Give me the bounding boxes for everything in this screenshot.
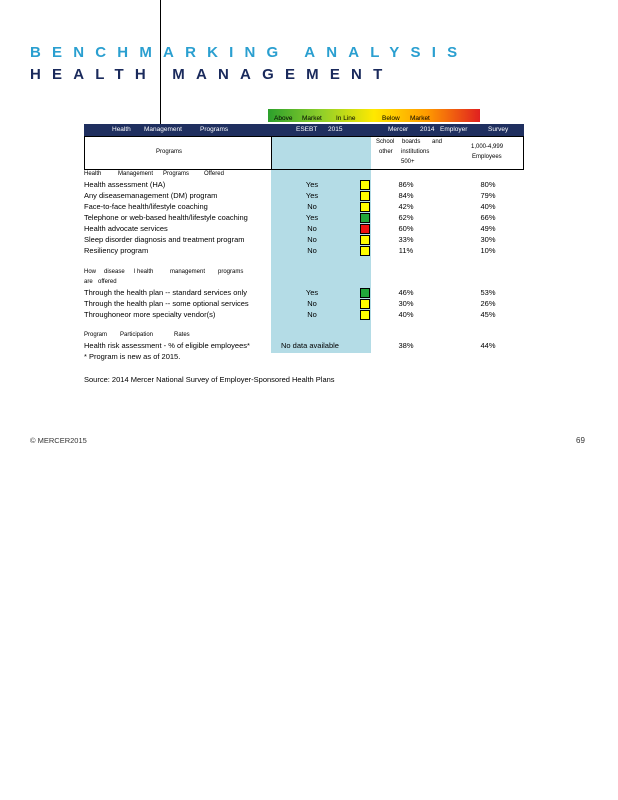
table-row [0,202,618,213]
legend-inline: In Line [336,115,356,122]
row-employer-value: 40% [480,202,496,211]
row-label: Sleep disorder diagnosis and treatment program [84,235,245,244]
row-school-value: 42% [398,202,414,211]
row-label: Through the health plan -- some optional services [84,299,249,308]
status-indicator [360,191,370,201]
table-row [0,191,618,202]
table-header [84,124,524,136]
row-label: Face-to-face health/lifestyle coaching [84,202,208,211]
vertical-guide-line [160,0,161,128]
subheader-divider [271,137,272,170]
section2-word-5: programs [218,269,244,275]
row-school-value: 33% [398,235,414,244]
row-label: Telephone or web-based health/lifestyle coaching [84,213,248,222]
status-indicator [360,224,370,234]
footnote: * Program is new as of 2015. [84,352,181,361]
table-row [0,310,618,321]
row-esebt: Yes [305,213,319,222]
row-label: Any diseasemanagement (DM) program [84,191,218,200]
table-row [0,213,618,224]
table-row [0,235,618,246]
row-label: Health advocate services [84,224,168,233]
header-employer: Employer [440,126,468,133]
section3-word-1: Program [84,332,108,338]
header-year-2015: 2015 [328,126,343,133]
row-school-value: 60% [398,224,414,233]
page-title: BENCHMARKING ANALYSIS [30,44,469,61]
section2-word-3: l health [134,269,154,275]
section2-word-1: How [84,269,97,275]
status-indicator [360,202,370,212]
row-employer-value: 49% [480,224,496,233]
status-indicator [360,310,370,320]
header-management: Management [144,126,182,133]
row-school-value: 11% [398,246,414,255]
subheader-school-4: other [379,149,393,155]
table-row [0,180,618,191]
subheader-school-5: institutions [401,149,430,155]
section3-word-3: Rates [174,332,190,338]
row-school-value: 40% [398,310,414,319]
row-employer-value: 45% [480,310,496,319]
section1-word-3: Programs [163,171,190,177]
table-row [0,224,618,235]
row-esebt: No [307,310,317,319]
table-row [0,341,618,352]
row-label: Throughoneor more specialty vendor(s) [84,310,216,319]
copyright: © MERCER2015 [30,436,87,445]
row-employer-value: 79% [480,191,496,200]
row-employer-value: 30% [480,235,496,244]
row-school-value: 62% [398,213,414,222]
header-health: Health [112,126,131,133]
status-indicator [360,288,370,298]
subheader-school-3: and [432,139,443,145]
row-label: Through the health plan -- standard services only [84,288,248,297]
row-employer-value: 66% [480,213,496,222]
table-row [0,246,618,257]
header-mercer: Mercer [388,126,409,133]
section2-word-6: are [84,279,93,285]
row-esebt: Yes [305,191,319,200]
header-year-2014: 2014 [420,126,435,133]
status-indicator [360,235,370,245]
row-school-value: 38% [398,341,414,350]
row-esebt: No [307,299,317,308]
benchmark-legend-bar [268,109,480,122]
row-school-value: 30% [398,299,414,308]
table-row [0,288,618,299]
row-esebt: No [307,235,317,244]
row-esebt: Yes [305,180,319,189]
row-label: Health assessment (HA) [84,180,166,189]
status-indicator [360,246,370,256]
section1-word-1: Health [84,171,102,177]
row-esebt: No [307,202,317,211]
header-esebt: ESEBT [296,126,318,133]
row-school-value: 46% [398,288,414,297]
table-row [0,299,618,310]
legend-below: Below [382,115,400,122]
row-employer-value: 53% [480,288,496,297]
status-indicator [360,180,370,190]
row-label: Resiliency program [84,246,149,255]
row-school-value: 86% [398,180,414,189]
row-label: Health risk assessment - % of eligible employees* [84,341,250,350]
row-esebt: No [307,246,317,255]
page-subtitle: HEALTH MANAGEMENT [30,66,394,83]
source-note: Source: 2014 Mercer National Survey of Employer-Sponsored Health Plans [84,375,335,384]
row-employer-value: 80% [480,180,496,189]
legend-above: Above [274,115,293,122]
legend-market-2: Market [410,115,430,122]
subheader-school-6: 500+ [401,159,415,165]
row-employer-value: 44% [480,341,496,350]
row-esebt: No [307,224,317,233]
section1-word-2: Management [118,171,154,177]
row-esebt: Yes [305,288,319,297]
page-number: 69 [576,436,585,445]
subheader-employees-label: Employees [472,154,502,160]
subheader-school-1: School [376,139,395,145]
subheader-box [84,136,524,170]
header-programs: Programs [200,126,229,133]
row-esebt: No data available [281,341,339,350]
section2-word-2: disease [104,269,125,275]
section2-word-4: management [170,269,206,275]
subheader-employees-range: 1,000-4,999 [471,144,504,150]
subheader-programs: Programs [156,149,183,155]
legend-market-1: Market [302,115,322,122]
status-indicator [360,299,370,309]
section3-word-2: Participation [120,332,154,338]
section1-word-4: Offered [204,171,224,177]
row-employer-value: 10% [480,246,496,255]
status-indicator [360,213,370,223]
row-school-value: 84% [398,191,414,200]
header-survey: Survey [488,126,509,133]
subheader-school-2: boards [402,139,421,145]
section2-word-7: offered [98,279,117,285]
row-employer-value: 26% [480,299,496,308]
